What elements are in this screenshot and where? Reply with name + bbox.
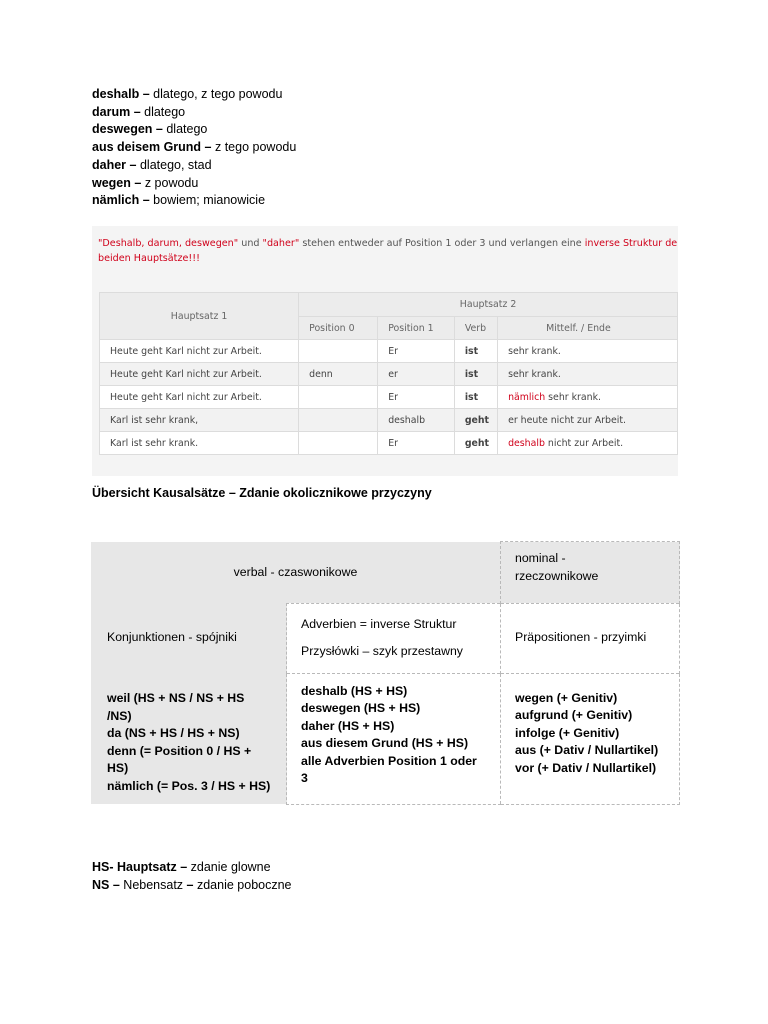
overview-heading: Übersicht Kausalsätze – Zdanie okolicznikowe przyczyny [92, 486, 432, 500]
cell-position-0 [299, 386, 378, 409]
praeposition-item: vor (+ Dativ / Nullartikel) [515, 760, 657, 775]
vocab-item: wegen – z powodu [92, 175, 199, 190]
cell-mittelfeld: sehr krank. [498, 340, 678, 363]
cell-verb: geht [454, 409, 497, 432]
table-header-row [100, 293, 678, 317]
vocab-item: deshalb – dlatego, z tego powodu [92, 87, 283, 101]
abbreviation-legend [92, 858, 292, 894]
highlighted-adverb: deshalb [508, 437, 545, 449]
cell-position-1: Er [378, 386, 455, 409]
highlighted-adverb: nämlich [508, 391, 546, 403]
header-hauptsatz-1: Hauptsatz 1 [100, 293, 299, 340]
cell-hauptsatz-1: Karl ist sehr krank. [100, 432, 299, 455]
adverb-item: deshalb (HS + HS) [301, 683, 408, 698]
cell-position-0: denn [299, 363, 378, 386]
abbr-ns: NS – Nebensatz – zdanie poboczne [92, 878, 292, 892]
adverb-item: aus diesem Grund (HS + HS) [301, 736, 469, 750]
vocab-item: darum – dlatego [92, 104, 186, 119]
cell-position-1: Er [378, 432, 455, 455]
subheader-verb: Verb [454, 317, 497, 340]
kausal-overview-table [91, 541, 680, 805]
cell-hauptsatz-1: Heute geht Karl nicht zur Arbeit. [100, 340, 299, 363]
vocab-item: daher – dlatego, stad [92, 157, 212, 172]
adverb-item: deswegen (HS + HS) [301, 701, 421, 715]
word-order-table [99, 292, 678, 455]
notice-fragment: stehen entweder auf Position 1 oder 3 und verlangen eine [299, 238, 585, 249]
praeposition-item: wegen (+ Genitiv) [515, 690, 618, 705]
subheader-position-0: Position 0 [299, 317, 378, 340]
cell-position-1: er [378, 363, 455, 386]
cell-mittelfeld: sehr krank. [498, 363, 678, 386]
cell-mittelfeld: nämlich sehr krank. [498, 386, 678, 409]
cell-hauptsatz-1: Heute geht Karl nicht zur Arbeit. [100, 386, 299, 409]
vocab-item: deswegen – dlatego [92, 122, 208, 137]
notice-fragment: "daher" [262, 238, 300, 249]
cell-position-0 [299, 409, 378, 432]
praeposition-item: aufgrund (+ Genitiv) [515, 708, 633, 722]
grammar-notice [98, 236, 678, 266]
cell-hauptsatz-1: Heute geht Karl nicht zur Arbeit. [100, 363, 299, 386]
vocab-item: nämlich – bowiem; mianowicie [92, 193, 266, 208]
konjunktion-item: nämlich (= Pos. 3 / HS + HS) [107, 778, 271, 793]
praeposition-item: aus (+ Dativ / Nullartikel) [515, 743, 659, 757]
subheader-position-1: Position 1 [378, 317, 455, 340]
nominal-header: nominal - rzeczownikowe [501, 542, 680, 604]
embedded-screenshot [92, 226, 678, 476]
konjunktion-item: denn (= Position 0 / HS + [107, 743, 252, 758]
table-row [100, 386, 678, 409]
table-row [100, 432, 678, 455]
col-adverbien-header: Adverbien = inverse Struktur Przysłówki – szyk przestawny [287, 603, 501, 673]
col-konjunktionen-body [91, 673, 287, 804]
adverb-item: daher (HS + HS) [301, 718, 395, 733]
subheader-mittelfeld: Mittelf. / Ende [498, 317, 678, 340]
col-adverbien-body [287, 673, 501, 804]
col-konjunktionen-header: Konjunktionen - spójniki [91, 603, 287, 673]
table-row [100, 363, 678, 386]
cell-position-1: deshalb [378, 409, 455, 432]
col-praepositionen-header: Präpositionen - przyimki [501, 603, 680, 673]
vocab-list [92, 86, 296, 210]
table-row [100, 409, 678, 432]
verbal-header: verbal - czaswonikowe [91, 542, 501, 604]
notice-fragment: "Deshalb, darum, deswegen" [98, 238, 239, 249]
overview-body-row [91, 673, 680, 804]
adverb-item: alle Adverbien Position 1 oder [301, 753, 477, 768]
col-praepositionen-body [501, 673, 680, 804]
cell-verb: geht [454, 432, 497, 455]
overview-subheader-row [91, 603, 680, 673]
notice-fragment: und [238, 238, 263, 249]
notice-line-1 [98, 236, 678, 251]
header-hauptsatz-2: Hauptsatz 2 [299, 293, 678, 317]
notice-fragment: inverse Struktur de [584, 238, 678, 249]
table-row [100, 340, 678, 363]
cell-mittelfeld: er heute nicht zur Arbeit. [498, 409, 678, 432]
cell-position-0 [299, 432, 378, 455]
cell-verb: ist [454, 340, 497, 363]
abbr-hs: HS- Hauptsatz – zdanie glowne [92, 860, 271, 874]
cell-position-0 [299, 340, 378, 363]
cell-position-1: Er [378, 340, 455, 363]
cell-hauptsatz-1: Karl ist sehr krank, [100, 409, 299, 432]
adverb-item: 3 [301, 771, 308, 785]
konjunktion-item: HS) [107, 761, 129, 775]
vocab-item: aus deisem Grund – z tego powodu [92, 140, 297, 155]
konjunktion-item: weil (HS + NS / NS + HS /NS) [107, 691, 245, 723]
notice-line-2: beiden Hauptsätze!!! [98, 253, 200, 264]
overview-header-row [91, 542, 680, 604]
cell-verb: ist [454, 386, 497, 409]
konjunktion-item: da (NS + HS / HS + NS) [107, 726, 240, 740]
cell-verb: ist [454, 363, 497, 386]
cell-mittelfeld: deshalb nicht zur Arbeit. [498, 432, 678, 455]
praeposition-item: infolge (+ Genitiv) [515, 725, 620, 740]
